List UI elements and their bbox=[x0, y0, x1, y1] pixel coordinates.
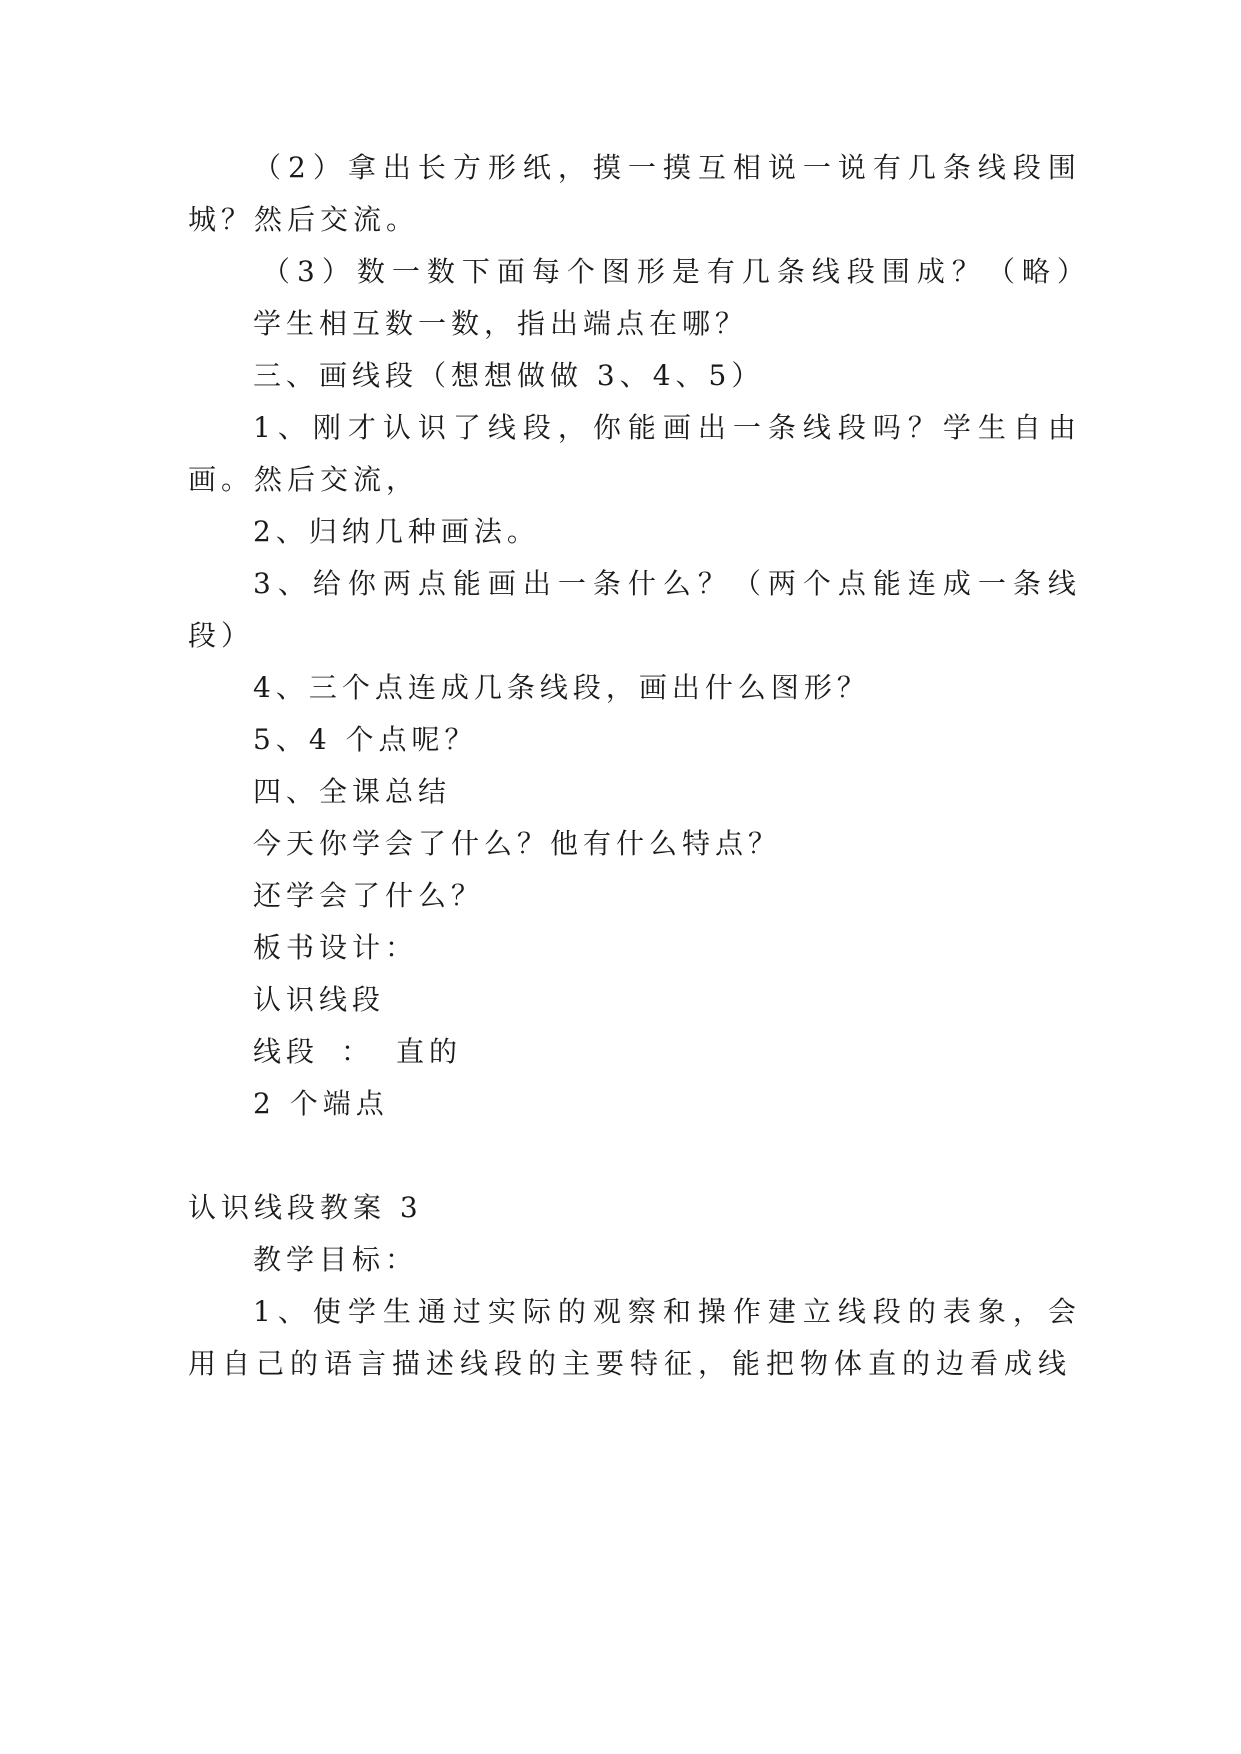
paragraph-line: 3、给你两点能画出一条什么？（两个点能连成一条线 bbox=[253, 567, 1083, 600]
paragraph-line: 1、使学生通过实际的观察和操作建立线段的表象，会 bbox=[253, 1295, 1083, 1328]
paragraph-line: 5、4 个点呢？ bbox=[253, 723, 478, 756]
board-term: 线段 bbox=[253, 1035, 320, 1068]
paragraph-line: 1、刚才认识了线段，你能画出一条线段吗？学生自由 bbox=[253, 411, 1083, 444]
paragraph-line: 今天你学会了什么？他有什么特点？ bbox=[253, 827, 782, 860]
paragraph-line: 画。然后交流， bbox=[188, 463, 420, 496]
paragraph-line: 段） bbox=[188, 619, 255, 652]
paragraph-line: 4、三个点连成几条线段，画出什么图形？ bbox=[253, 671, 870, 704]
board-design-heading: 板书设计： bbox=[253, 931, 419, 964]
section-heading: 四、全课总结 bbox=[253, 775, 452, 808]
paragraph-line: 2、归纳几种画法。 bbox=[253, 515, 540, 548]
paragraph-line: （2）拿出长方形纸，摸一摸互相说一说有几条线段围 bbox=[253, 151, 1083, 184]
paragraph-line: 城？然后交流。 bbox=[188, 203, 420, 236]
board-property-straight: 直的 bbox=[396, 1035, 463, 1068]
section-title: 认识线段教案 3 bbox=[188, 1191, 423, 1224]
board-title: 认识线段 bbox=[253, 983, 386, 1016]
goals-heading: 教学目标： bbox=[253, 1243, 419, 1276]
paragraph-line: 学生相互数一数，指出端点在哪？ bbox=[253, 307, 749, 340]
board-colon: ： bbox=[341, 1035, 375, 1068]
paragraph-line: （3）数一数下面每个图形是有几条线段围成？（略） bbox=[262, 255, 1092, 288]
paragraph-line: 还学会了什么？ bbox=[253, 879, 485, 912]
board-property-endpoints: 2 个端点 bbox=[253, 1087, 389, 1120]
board-definition-row bbox=[253, 1032, 462, 1072]
section-heading: 三、画线段（想想做做 3、4、5） bbox=[253, 359, 765, 392]
paragraph-line: 用自己的语言描述线段的主要特征，能把物体直的边看成线 bbox=[188, 1347, 1073, 1380]
